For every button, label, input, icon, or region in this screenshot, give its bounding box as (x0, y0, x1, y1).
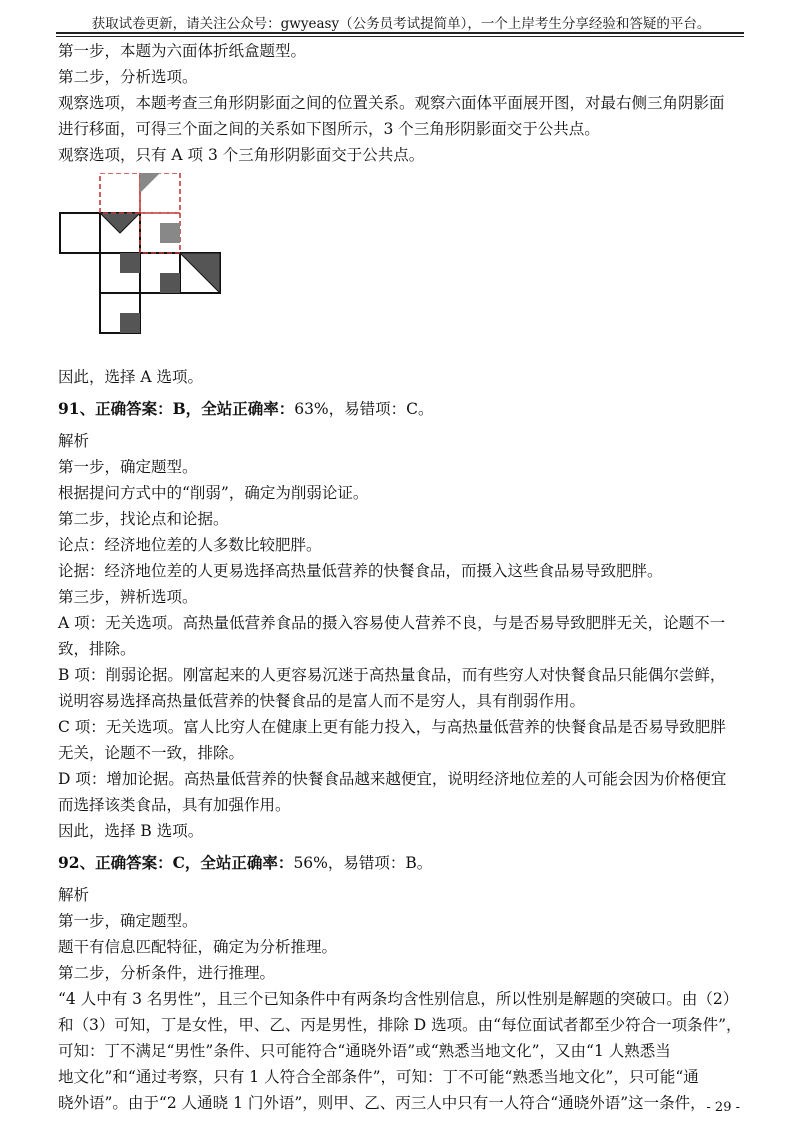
text-line: 观察选项，本题考查三角形阴影面之间的位置关系。观察六面体平面展开图，对最右侧三角阴影面 (58, 94, 725, 112)
text-line: 进行移面，可得三个面之间的关系如下图所示，3 个三角形阴影面交于公共点。 (58, 120, 600, 138)
text-line: 第二步，分析条件，进行推理。 (58, 964, 276, 982)
rate-label: 全站正确率： (200, 853, 294, 872)
text-line: A 项：无关选项。高热量低营养食品的摄入容易使人营养不良，与是否易导致肥胖无关，论题不一 (58, 614, 726, 632)
text-line: 致，排除。 (58, 640, 136, 658)
text-line: 论点：经济地位差的人多数比较肥胖。 (58, 536, 322, 554)
cube-net-diagram (58, 173, 238, 345)
text-line: 地文化”和“通过考察，只有 1 人符合全部条件”，可知：丁不可能“熟悉当地文化”，只可能“通 (58, 1068, 699, 1086)
answer-line-92 (58, 850, 748, 876)
text-line: 解析 (58, 432, 90, 450)
page-content (58, 38, 748, 1116)
text-line: 第三步，辨析选项。 (58, 588, 198, 606)
text-line: 第二步，找论点和论据。 (58, 510, 229, 528)
text-line: 晓外语”。由于“2 人通晓 1 门外语”，则甲、乙、丙三人中只有一人符合“通晓外语”这一条件， (58, 1094, 706, 1112)
text-line: 第一步，本题为六面体折纸盒题型。 (58, 42, 307, 60)
text-line: 题干有信息匹配特征，确定为分析推理。 (58, 938, 338, 956)
cube-net-figure (58, 168, 748, 364)
text-line: 观察选项，只有 A 项 3 个三角形阴影面交于公共点。 (58, 146, 425, 164)
answer-value: C， (172, 853, 201, 872)
text-line: B 项：削弱论据。刚富起来的人更容易沉迷于高热量食品，而有些穷人对快餐食品只能偶尔尝鲜， (58, 666, 726, 684)
text-line: 论据：经济地位差的人更易选择高热量低营养的快餐食品，而摄入这些食品易导致肥胖。 (58, 562, 663, 580)
answer-label: 92、正确答案： (58, 853, 173, 872)
text-line: 第二步，分析选项。 (58, 68, 198, 86)
text-line: 第一步，确定题型。 (58, 458, 198, 476)
text-line: 因此，选择 B 选项。 (58, 822, 204, 840)
rate-value: 63%，易错项：C。 (294, 400, 434, 418)
page-number: - 29 - (706, 1100, 740, 1115)
text-line: 无关，论题不一致，排除。 (58, 744, 245, 762)
answer-label: 91、正确答案： (58, 399, 173, 418)
text-line: D 项：增加论据。高热量低营养的快餐食品越来越便宜，说明经济地位差的人可能会因为价格便宜 (58, 770, 727, 788)
text-line: 根据提问方式中的“削弱”，确定为削弱论证。 (58, 484, 369, 502)
header-rule-thick (56, 32, 744, 34)
text-line: 而选择该类食品，具有加强作用。 (58, 796, 291, 814)
header-rule-thin (56, 36, 744, 37)
rate-value: 56%，易错项：B。 (293, 854, 433, 872)
text-line: 解析 (58, 886, 90, 904)
text-line: 和（3）可知，丁是女性，甲、乙、丙是男性，排除 D 选项。由“每位面试者都至少符合一项条件”， (58, 1016, 742, 1034)
text-line: “4 人中有 3 名男性”，且三个已知条件中有两条均含性别信息，所以性别是解题的突破口。由（2） (58, 990, 739, 1008)
answer-line-91 (58, 396, 748, 422)
answer-value: B， (172, 399, 202, 418)
text-line: 说明容易选择高热量低营养的快餐食品的是富人而不是穷人，具有削弱作用。 (58, 692, 586, 710)
page-header: 获取试卷更新，请关注公众号：gwyeasy（公务员考试提简单），一个上岸考生分享经验和答疑的平台。 (91, 16, 711, 32)
text-line: 可知：丁不满足“男性”条件、只可能符合“通晓外语”或“熟悉当地文化”，又由“1 人熟悉当 (58, 1042, 671, 1060)
text-line: 因此，选择 A 选项。 (58, 368, 204, 386)
text-line: C 项：无关选项。富人比穷人在健康上更有能力投入，与高热量低营养的快餐食品是否易导致肥胖 (58, 718, 726, 736)
text-line: 第一步，确定题型。 (58, 912, 198, 930)
rate-label: 全站正确率： (201, 399, 295, 418)
